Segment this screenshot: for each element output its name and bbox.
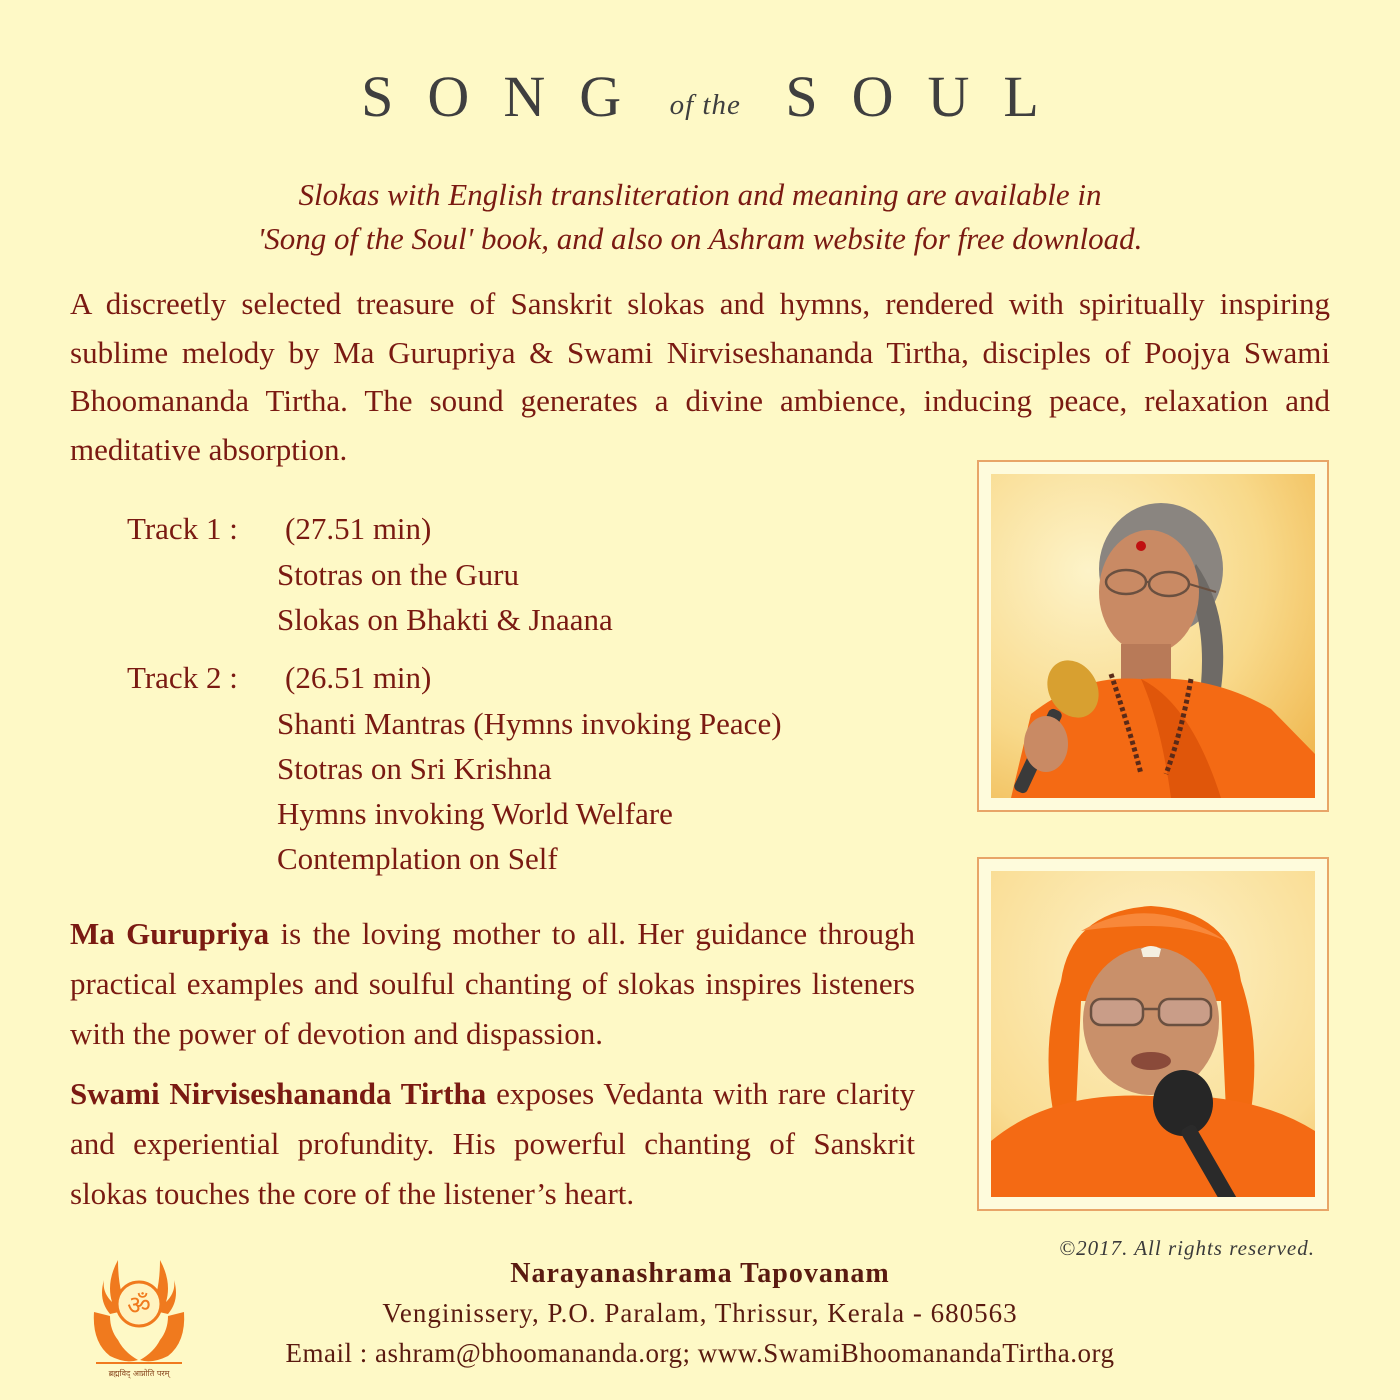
track-list bbox=[127, 506, 782, 881]
subtitle bbox=[0, 173, 1400, 261]
ma-gurupriya-photo bbox=[991, 474, 1315, 798]
track-2-item: Stotras on Sri Krishna bbox=[277, 751, 552, 786]
page-title bbox=[0, 62, 1400, 140]
bio-name: Swami Nirviseshananda Tirtha bbox=[70, 1076, 487, 1111]
bio-swami-nirviseshananda bbox=[70, 1069, 915, 1219]
swami-nirviseshananda-photo bbox=[991, 871, 1315, 1197]
copyright-notice: ©2017. All rights reserved. bbox=[1059, 1236, 1315, 1260]
photo-frame-ma-gurupriya bbox=[977, 460, 1329, 812]
subtitle-line-2: 'Song of the Soul' book, and also on Ashram website for free download. bbox=[257, 221, 1143, 256]
om-flame-hands-logo bbox=[88, 1252, 190, 1382]
track-1-label: Track 1 : bbox=[127, 511, 238, 546]
photo-frame-swami-nirviseshananda bbox=[977, 857, 1329, 1211]
track-2-item: Shanti Mantras (Hymns invoking Peace) bbox=[277, 706, 782, 741]
bio-ma-gurupriya bbox=[70, 909, 915, 1059]
track-2-label: Track 2 : bbox=[127, 660, 238, 695]
track-2-duration: (26.51 min) bbox=[285, 660, 432, 695]
track-2-item: Hymns invoking World Welfare bbox=[277, 796, 673, 831]
bio-text: exposes Vedanta with rare clarity and experiential profundity. His powerful chanting of Sanskrit slokas touches the core of the listener’s heart. bbox=[70, 1076, 916, 1211]
track-1-item: Stotras on the Guru bbox=[277, 557, 519, 592]
track-1 bbox=[127, 506, 782, 642]
org-contact: Email : ashram@bhoomananda.org; www.SwamiBhoomanandaTirtha.org bbox=[285, 1338, 1115, 1368]
track-2-item: Contemplation on Self bbox=[277, 841, 558, 876]
bio-text: is the loving mother to all. Her guidance through practical examples and soulful chanting of slokas inspires listeners with the power of devotion and dispassion. bbox=[70, 916, 915, 1051]
logo-caption: ब्रह्मविद् आप्नोति परम् bbox=[108, 1369, 170, 1378]
intro-paragraph: A discreetly selected treasure of Sanskrit slokas and hymns, rendered with spiritually inspiring sublime melody by Ma Gurupriya & Swami Nirviseshananda Tirtha, disciples of Poojya Swami Bhoomananda Tirtha. The sound generates a divine ambience, inducing peace, relaxation and meditative absorption. bbox=[70, 286, 1330, 467]
track-1-item: Slokas on Bhakti & Jnaana bbox=[277, 602, 613, 637]
org-name: Narayanashrama Tapovanam bbox=[510, 1258, 890, 1289]
title-of-the: of the bbox=[669, 89, 741, 121]
track-2 bbox=[127, 655, 782, 881]
title-word-soul: SOUL bbox=[785, 64, 1073, 129]
title-word-song: SONG bbox=[361, 64, 656, 129]
svg-text:ॐ: ॐ bbox=[127, 1291, 151, 1321]
bio-name: Ma Gurupriya bbox=[70, 916, 270, 951]
track-1-duration: (27.51 min) bbox=[285, 511, 432, 546]
org-address: Venginissery, P.O. Paralam, Thrissur, Kerala - 680563 bbox=[382, 1298, 1018, 1328]
subtitle-line-1: Slokas with English transliteration and meaning are available in bbox=[298, 177, 1102, 212]
